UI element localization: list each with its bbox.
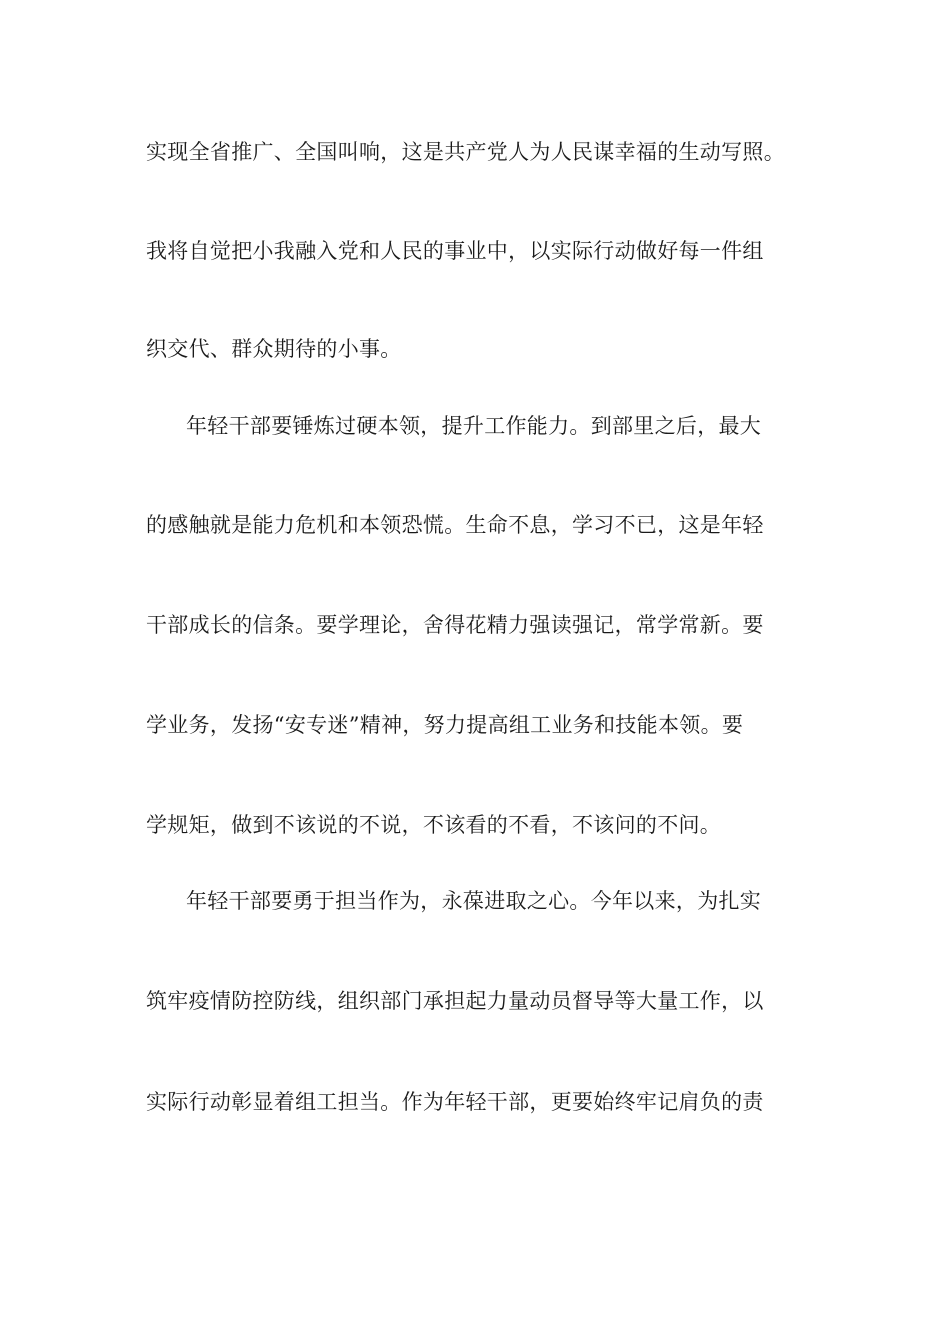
- text-line: 织交代、群众期待的小事。: [146, 337, 402, 361]
- text-line: 学规矩，做到不该说的不说，不该看的不看，不该问的不问。: [146, 813, 722, 837]
- text-line: 我将自觉把小我融入党和人民的事业中，以实际行动做好每一件组: [146, 239, 764, 263]
- text-line: 的感触就是能力危机和本领恐慌。生命不息，学习不已，这是年轻: [146, 513, 764, 537]
- paragraph-first-line: 年轻干部要勇于担当作为，永葆进取之心。今年以来，为扎实: [186, 889, 762, 913]
- text-line: 实现全省推广、全国叫响，这是共产党人为人民谋幸福的生动写照。: [146, 140, 785, 164]
- text-line: 实际行动彰显着组工担当。作为年轻干部，更要始终牢记肩负的责: [146, 1090, 764, 1114]
- text-line: 筑牢疫情防控防线，组织部门承担起力量动员督导等大量工作，以: [146, 989, 764, 1013]
- paragraph-first-line: 年轻干部要锤炼过硬本领，提升工作能力。到部里之后，最大: [186, 414, 762, 438]
- text-line: 干部成长的信条。要学理论，舍得花精力强读强记，常学常新。要: [146, 613, 764, 637]
- text-line: 学业务，发扬“安专迷”精神，努力提高组工业务和技能本领。要: [146, 713, 744, 737]
